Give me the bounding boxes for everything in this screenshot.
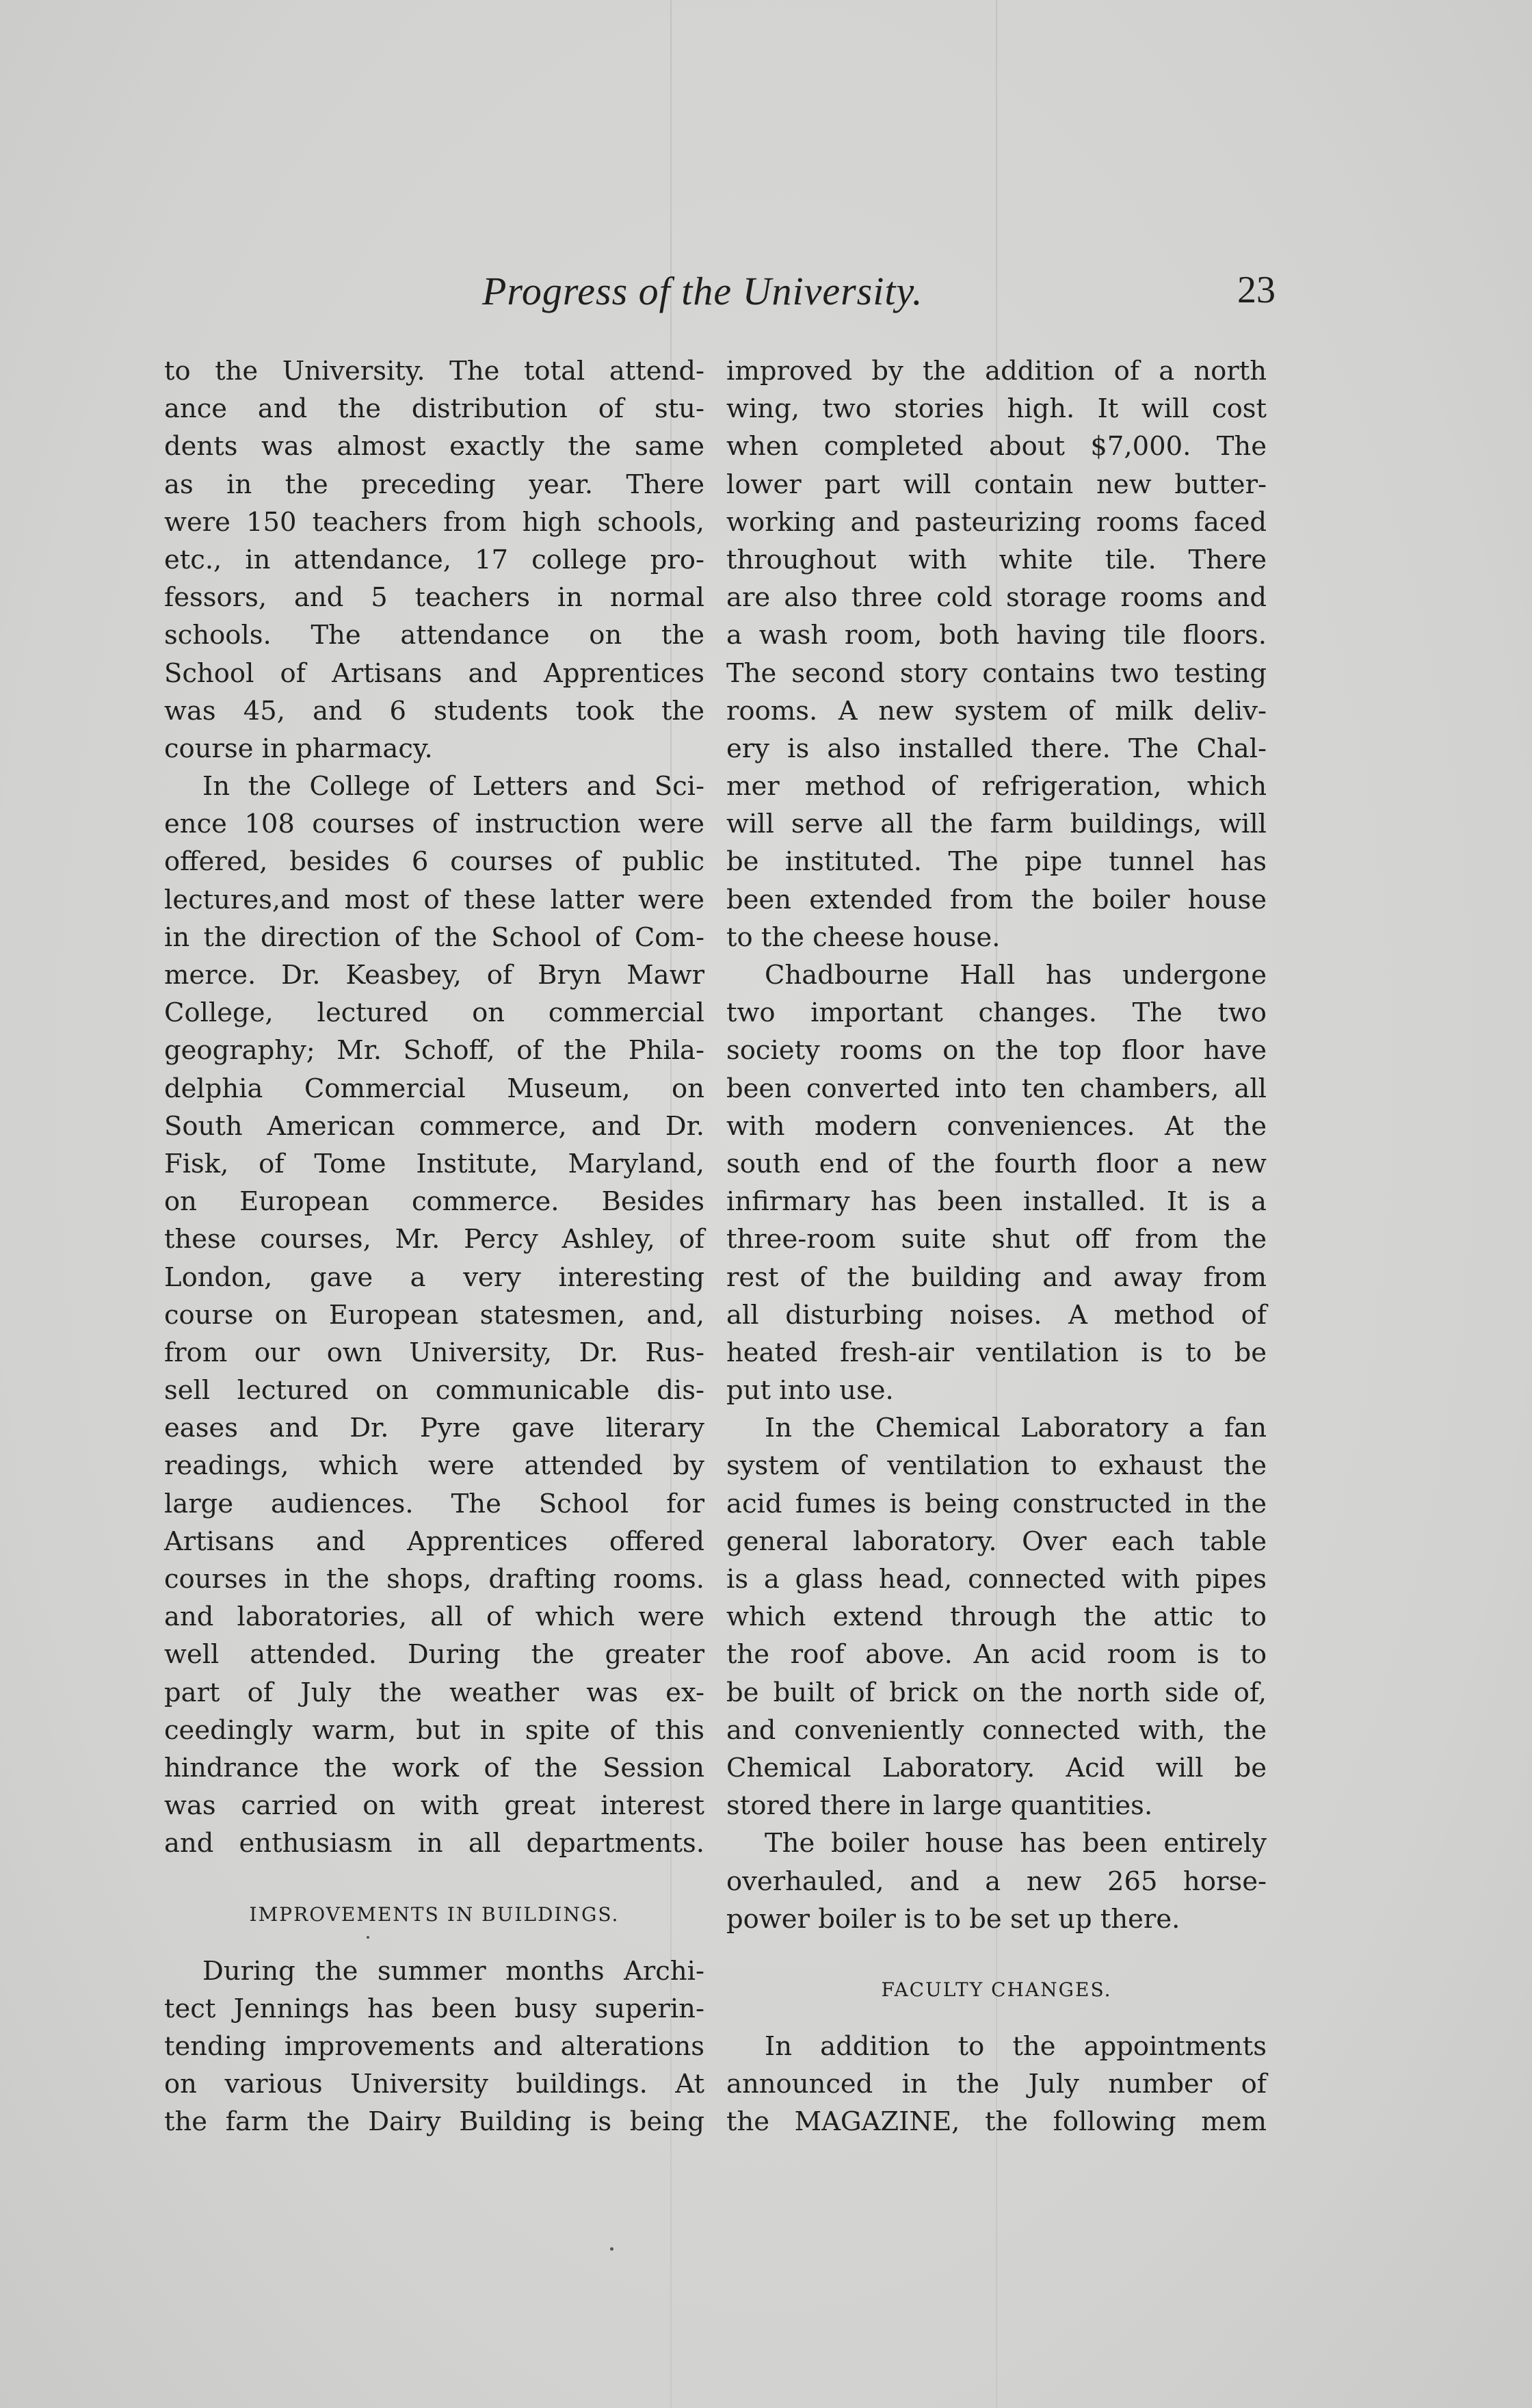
text-line: hindrance the work of the Session xyxy=(164,1752,704,1783)
text-line: overhauled, and a new 265 horse- xyxy=(726,1866,1267,1897)
text-line: be built of brick on the north side of, xyxy=(726,1677,1267,1708)
text-line: stored there in large quantities. xyxy=(726,1790,1153,1822)
text-line: lower part will contain new butter- xyxy=(726,469,1267,500)
text-line: the farm the Dairy Building is being xyxy=(164,2106,704,2138)
text-line: wing, two stories high. It will cost xyxy=(726,393,1267,425)
text-line: courses in the shops, drafting rooms. xyxy=(164,1564,704,1595)
right-column xyxy=(726,352,1267,2141)
text-line: general laboratory. Over each table xyxy=(726,1526,1267,1557)
text-line: are also three cold storage rooms and xyxy=(726,582,1267,614)
text-line: announced in the July number of xyxy=(726,2069,1267,2100)
text-line: on European commerce. Besides xyxy=(164,1186,704,1218)
print-speck xyxy=(610,2247,613,2251)
text-line: as in the preceding year. There xyxy=(164,469,704,500)
text-line: ence 108 courses of instruction were xyxy=(164,809,704,840)
text-line: School of Artisans and Apprentices xyxy=(164,657,704,689)
text-line: is a glass head, connected with pipes xyxy=(726,1564,1267,1595)
text-line: and conveniently connected with, the xyxy=(726,1714,1267,1746)
paragraph xyxy=(726,2028,1267,2141)
text-line: when completed about $7,000. The xyxy=(726,431,1267,462)
text-line: heated fresh-air ventilation is to be xyxy=(726,1337,1267,1368)
page-number: 23 xyxy=(1237,269,1276,311)
text-line: been converted into ten chambers, all xyxy=(726,1073,1267,1104)
text-line: three-room suite shut off from the xyxy=(726,1224,1267,1255)
text-line: College, lectured on commercial xyxy=(164,997,704,1029)
text-line: on various University buildings. At xyxy=(164,2069,704,2100)
paragraph xyxy=(164,768,704,1862)
text-line: will serve all the farm buildings, will xyxy=(726,809,1267,840)
paragraph xyxy=(164,1952,704,2141)
text-line: been extended from the boiler house xyxy=(726,884,1267,915)
text-line: power boiler is to be set up there. xyxy=(726,1903,1180,1935)
text-line: In the College of Letters and Sci- xyxy=(202,771,704,802)
text-line: rest of the building and away from xyxy=(726,1261,1267,1293)
text-line: all disturbing noises. A method of xyxy=(726,1299,1267,1331)
text-line: be instituted. The pipe tunnel has xyxy=(726,846,1267,878)
text-line: In the Chemical Laboratory a fan xyxy=(765,1413,1267,1444)
text-line: dents was almost exactly the same xyxy=(164,431,704,462)
text-line: and laboratories, all of which were xyxy=(164,1601,704,1633)
text-line: ceedingly warm, but in spite of this xyxy=(164,1714,704,1746)
text-line: ery is also installed there. The Chal- xyxy=(726,733,1267,764)
text-line: society rooms on the top floor have xyxy=(726,1035,1267,1066)
text-line: part of July the weather was ex- xyxy=(164,1677,704,1708)
text-line: Artisans and Apprentices offered xyxy=(164,1526,704,1557)
text-line: offered, besides 6 courses of public xyxy=(164,846,704,878)
text-line: London, gave a very interesting xyxy=(164,1261,704,1293)
text-line: put into use. xyxy=(726,1375,894,1406)
text-line: etc., in attendance, 17 college pro- xyxy=(164,544,704,575)
text-line: throughout with white tile. There xyxy=(726,544,1267,575)
text-line: infirmary has been installed. It is a xyxy=(726,1186,1267,1218)
text-line: rooms. A new system of milk deliv- xyxy=(726,695,1267,727)
text-line: system of ventilation to exhaust the xyxy=(726,1450,1267,1482)
text-line: lectures,and most of these latter were xyxy=(164,884,704,915)
text-line: which extend through the attic to xyxy=(726,1601,1267,1633)
text-line: geography; Mr. Schoff, of the Phila- xyxy=(164,1035,704,1066)
text-line: well attended. During the greater xyxy=(164,1639,704,1671)
text-line: eases and Dr. Pyre gave literary xyxy=(164,1413,704,1444)
text-line: and enthusiasm in all departments. xyxy=(164,1828,704,1859)
section-heading: IMPROVEMENTS IN BUILDINGS. xyxy=(249,1902,620,1926)
paragraph xyxy=(164,352,704,768)
text-line: these courses, Mr. Percy Ashley, of xyxy=(164,1224,704,1255)
paragraph xyxy=(726,956,1267,1409)
text-line: schools. The attendance on the xyxy=(164,620,704,651)
running-title: Progress of the University. xyxy=(482,269,923,313)
text-line: was 45, and 6 students took the xyxy=(164,695,704,727)
paragraph xyxy=(726,1824,1267,1938)
text-line: During the summer months Archi- xyxy=(202,1955,704,1987)
text-line: South American commerce, and Dr. xyxy=(164,1110,704,1142)
text-line: two important changes. The two xyxy=(726,997,1267,1029)
text-line: the roof above. An acid room is to xyxy=(726,1639,1267,1671)
text-line: The second story contains two testing xyxy=(726,657,1267,689)
text-line: Fisk, of Tome Institute, Maryland, xyxy=(164,1148,704,1179)
text-line: the MAGAZINE, the following mem xyxy=(726,2106,1267,2138)
text-line: improved by the addition of a north xyxy=(726,356,1267,387)
text-line: course on European statesmen, and, xyxy=(164,1299,704,1331)
text-line: The boiler house has been entirely xyxy=(765,1828,1267,1859)
text-line: tect Jennings has been busy superin- xyxy=(164,1993,704,2024)
paragraph xyxy=(726,1409,1267,1824)
text-line: merce. Dr. Keasbey, of Bryn Mawr xyxy=(164,960,704,991)
text-line: was carried on with great interest xyxy=(164,1790,704,1822)
text-line: with modern conveniences. At the xyxy=(726,1110,1267,1142)
text-line: sell lectured on communicable dis- xyxy=(164,1375,704,1406)
text-line: In addition to the appointments xyxy=(765,2031,1267,2063)
text-line: Chadbourne Hall has undergone xyxy=(765,960,1267,991)
text-line: tending improvements and alterations xyxy=(164,2031,704,2063)
text-line: working and pasteurizing rooms faced xyxy=(726,506,1267,538)
text-line: south end of the fourth floor a new xyxy=(726,1148,1267,1179)
text-line: from our own University, Dr. Rus- xyxy=(164,1337,704,1368)
text-line: ance and the distribution of stu- xyxy=(164,393,704,425)
text-line: mer method of refrigeration, which xyxy=(726,771,1267,802)
text-line: Chemical Laboratory. Acid will be xyxy=(726,1752,1267,1783)
text-line: to the cheese house. xyxy=(726,921,1001,953)
text-line: acid fumes is being constructed in the xyxy=(726,1488,1267,1519)
text-line: to the University. The total attend- xyxy=(164,356,704,387)
left-column xyxy=(164,352,704,2141)
text-line: readings, which were attended by xyxy=(164,1450,704,1482)
text-line: a wash room, both having tile floors. xyxy=(726,620,1267,651)
text-line: fessors, and 5 teachers in normal xyxy=(164,582,704,614)
paragraph xyxy=(726,352,1267,956)
text-line: large audiences. The School for xyxy=(164,1488,704,1519)
section-heading: FACULTY CHANGES. xyxy=(881,1978,1112,2001)
text-line: were 150 teachers from high schools, xyxy=(164,506,704,538)
text-line: in the direction of the School of Com- xyxy=(164,921,704,953)
text-line: delphia Commercial Museum, on xyxy=(164,1073,704,1104)
print-speck xyxy=(367,1936,369,1939)
text-line: course in pharmacy. xyxy=(164,733,433,764)
page-header xyxy=(482,268,1276,323)
